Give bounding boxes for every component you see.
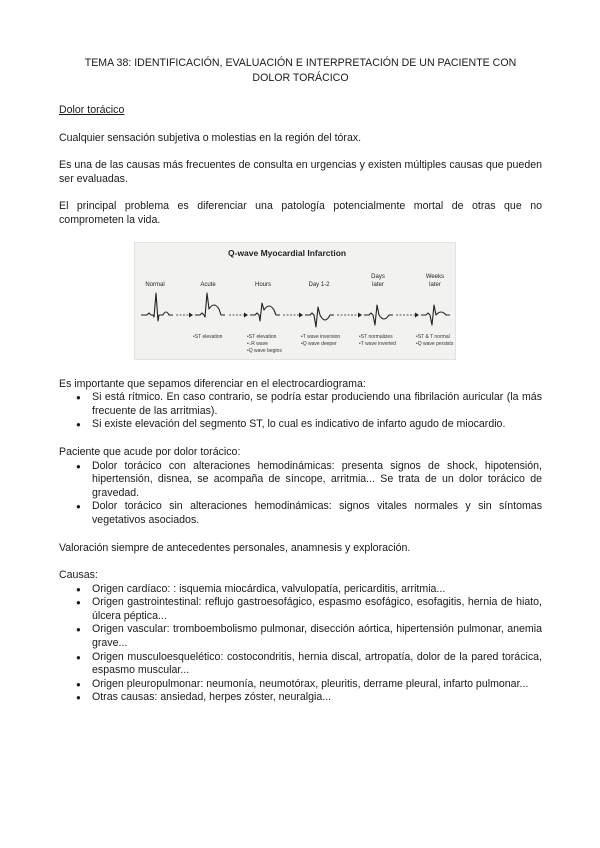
patient-list-item-1: ● Dolor torácico con alteraciones hemodinámicas: presenta signos de shock, hipotensión, hipertensión, disnea, se acompaña de síncope, arritmia... Se trata de un dolor torácico de gravedad. [92,460,542,501]
document-title [59,56,542,86]
ecg-trace-hours [250,303,280,321]
note-days-1: •ST normalizes [359,333,393,340]
assessment-paragraph: Valoración siempre de antecedentes personales, anamnesis y exploración. [59,541,411,554]
ecg-diagram [135,243,455,359]
note-weeks-2: •Q wave persists [416,340,454,347]
note-day-2: •Q wave deeper [301,340,337,347]
arrowhead-4 [358,312,362,317]
arrowhead-5 [415,312,419,317]
paragraph-problem: El principal problema es diferenciar una patología potencialmente mortal de otras que no comprometen la vida. [59,200,542,226]
stage-label-days-2: later [372,281,384,288]
note-weeks-1: •ST & T normal [416,333,450,340]
title-line-2: DOLOR TORÁCICO [252,72,349,84]
note-acute-1: •ST elevation [193,333,223,340]
arrowhead-1 [189,312,193,317]
stage-label-day: Day 1-2 [308,281,330,288]
cause-vascular: ● Origen vascular: tromboembolismo pulmonar, disección aórtica, hipertensión pulmonar, anemia grave... [92,623,542,650]
cause-gastrointestinal: ● Origen gastrointestinal: reflujo gastroesofágico, espasmo esofágico, esofagitis, hernia de hiato, úlcera péptica... [92,596,542,623]
note-days-2: •T wave inverted [359,340,396,347]
ecg-trace-acute [195,293,225,317]
ecg-trace-weeks [421,305,450,325]
title-line-1: TEMA 38: IDENTIFICACIÓN, EVALUACIÓN E INTERPRETACIÓN DE UN PACIENTE CON [84,57,517,69]
note-day-1: •T wave inversion [301,333,341,340]
causes-list [59,583,542,705]
figure-title: Q-wave Myocardial Infarction [228,247,347,258]
cause-musculoskeletal: ● Origen musculoesquelético: costocondritis, hernia discal, artropatía, dolor de la pared torácica, espasmo muscular... [92,651,542,678]
ecg-trace-normal [141,293,173,321]
arrowhead-3 [299,312,303,317]
ecg-list-item-1: ● Si está rítmico. En caso contrario, se podría estar produciendo una fibrilación auricular (la más frecuente de las arritmias). [92,391,542,418]
ecg-trace-day [305,307,334,327]
ecg-intro: Es importante que sepamos diferenciar en el electrocardiograma: [59,377,366,390]
ecg-figure [134,242,456,360]
stage-label-weeks-1: Weeks [425,273,445,280]
stage-label-acute: Acute [200,281,216,288]
patient-list-item-2: ● Dolor torácico sin alteraciones hemodinámicas: signos vitales normales y sin síntomas vegetativos asociados. [92,500,542,527]
cause-pleuropulmonary: ● Origen pleuropulmonar: neumonía, neumotórax, pleuritis, derrame pleural, infarto pulmonar... [92,678,542,692]
stage-label-hours: Hours [254,281,272,288]
causes-intro: Causas: [59,569,98,582]
arrowhead-2 [244,312,248,317]
note-hours-3: •Q wave begins [247,347,282,354]
stage-label-days-1: Days [371,273,385,280]
stage-label-weeks-2: later [429,281,441,288]
cause-other: ● Otras causas: ansiedad, herpes zóster, neuralgia... [92,691,542,705]
ecg-list-item-2: ● Si existe elevación del segmento ST, lo cual es indicativo de infarto agudo de miocardio. [92,418,542,432]
stage-label-normal: Normal [145,281,165,288]
patient-list [59,460,542,528]
note-hours-2: •↓R wave [247,340,268,347]
note-hours-1: •ST elevation [247,333,277,340]
patient-intro: Paciente que acude por dolor torácico: [59,445,241,458]
ecg-list [59,391,542,432]
cause-cardiac: ● Origen cardíaco: : isquemia miocárdica, valvulopatía, pericarditis, arritmia... [92,583,542,597]
paragraph-frequency: Es una de las causas más frecuentes de consulta en urgencias y existen múltiples causas que pueden ser evaluadas. [59,159,542,185]
paragraph-definition: Cualquier sensación subjetiva o molestias en la región del tórax. [59,131,362,144]
ecg-trace-days [364,305,393,325]
section-heading: Dolor torácico [59,104,125,116]
